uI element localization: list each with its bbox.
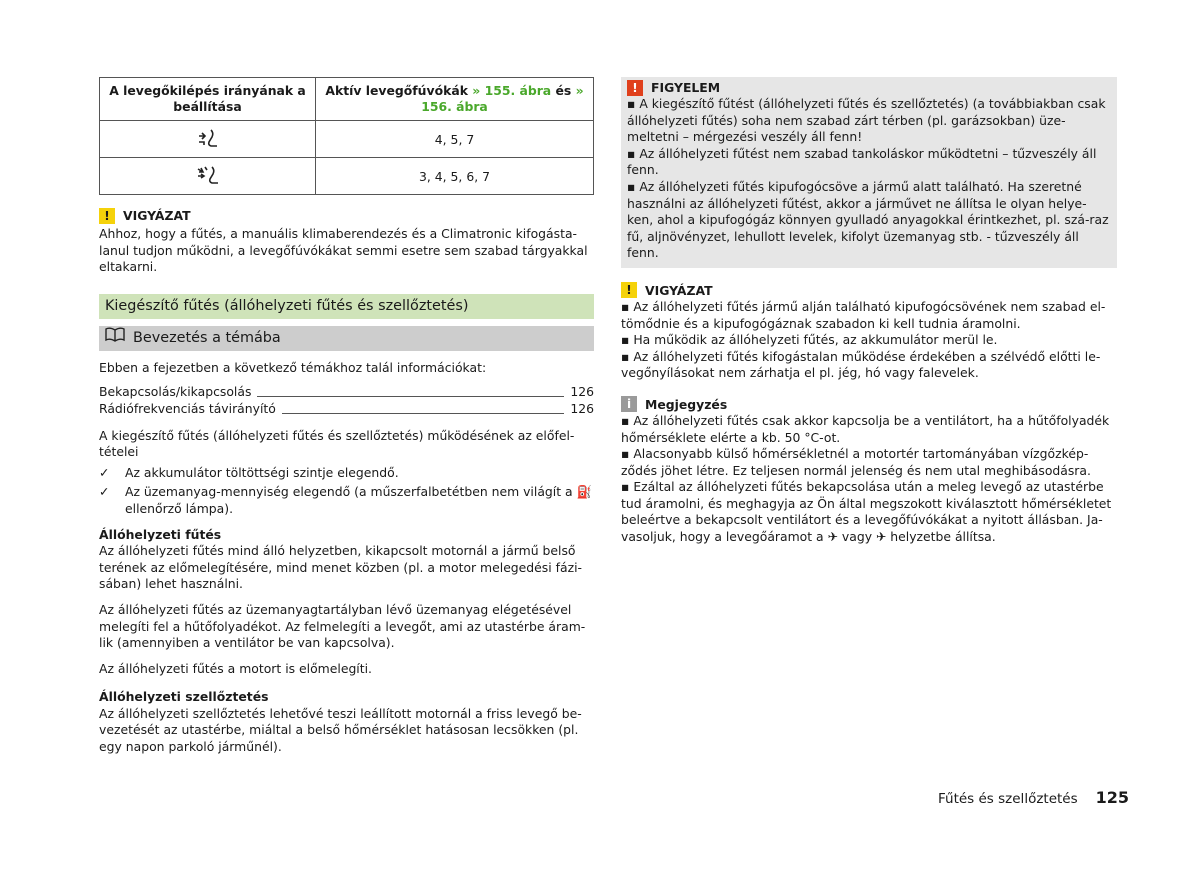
toc-item[interactable] [99, 384, 594, 401]
caution-item: ▪ Az állóhelyzeti fűtés jármű alján található kipufogócsövének nem szabad el-tömődnie és a kipufogógáznak szabadon ki kell tudnia áramolni. [621, 298, 1106, 331]
book-icon [105, 326, 125, 351]
heating-paragraph: Az állóhelyzeti fűtés a motort is előmelegíti. [99, 660, 372, 676]
caution-header [621, 282, 1117, 299]
toc-leader [257, 396, 564, 397]
danger-item: ▪ Az állóhelyzeti fűtést nem szabad tankoláskor működtetni – tűzveszély áll fenn. [627, 145, 1097, 178]
caution-box [99, 207, 594, 276]
caution-item: ▪ Az állóhelyzeti fűtés kifogástalan működése érdekében a szélvédő előtti le-vegőnyílásokat nem zárhatja el pl. jég, hó vagy falevelek. [621, 348, 1101, 381]
caution-item: ▪ Ha működik az állóhelyzeti fűtés, az akkumulátor merül le. [621, 332, 998, 348]
section-title: Kiegészítő fűtés (állóhelyzeti fűtés és szellőztetés) [99, 294, 594, 319]
note-item: ▪ Az állóhelyzeti fűtés csak akkor kapcsolja be a ventilátort, ha a hűtőfolyadék hőmérséklete elérte a kb. 50 °C-ot. [621, 412, 1110, 445]
intro-title: Bevezetés a témába [133, 329, 281, 346]
warning-icon: ! [621, 282, 637, 298]
ventilation-title: Állóhelyzeti szellőztetés [99, 689, 269, 705]
table-header-vents-text: Aktív levegőfúvókák [325, 83, 473, 98]
intro-title-bar [99, 326, 594, 351]
table-cell-icon [100, 158, 316, 195]
table-header-row [100, 78, 594, 121]
right-column [621, 77, 1117, 546]
table-header-direction: A levegőkilépés irányának a beállítása [100, 78, 316, 121]
caution-header [99, 207, 594, 224]
caution-title: VIGYÁZAT [645, 282, 713, 298]
table-cell-icon [100, 121, 316, 158]
condition-text: Az üzemanyag-mennyiség elegendő (a műszerfalbetétben nem világít a ⛽ ellenőrző lámpa). [125, 484, 592, 516]
toc-list [99, 384, 594, 417]
danger-box [621, 77, 1117, 268]
note-box [621, 396, 1117, 546]
danger-icon: ! [627, 80, 643, 96]
page-footer [938, 788, 1129, 807]
note-item: ▪ Alacsonyabb külső hőmérsékletnél a motortér tartományában vízgőzkép-ződés jöhet létre. Ez teljesen normál jelenség és nem utal meghibásodásra. [621, 446, 1091, 478]
air-outlet-table [99, 77, 594, 195]
toc-page: 126 [570, 400, 594, 416]
table-row [100, 121, 594, 158]
airflow-down-feet-icon [195, 128, 221, 151]
condition-intro: A kiegészítő fűtés (állóhelyzeti fűtés és szellőztetés) működésének az előfel-tételei [99, 427, 575, 460]
figure-link-156[interactable]: » 156. ábra [421, 83, 584, 114]
danger-item: ▪ A kiegészítő fűtést (állóhelyzeti fűtés és szellőztetés) (a továbbiakban csak állóhelyzeti fűtés) soha nem szabad zárt térben (pl. garázsokban) üze-meltetni – mérgezési veszély áll fenn! [627, 96, 1106, 145]
info-icon: i [621, 396, 637, 412]
caution-text: Ahhoz, hogy a fűtés, a manuális klimaberendezés és a Climatronic kifogásta-lanul tudjon működni, a levegőfúvókákat semmi esetre sem szabad tárgyakkal eltakarni. [99, 226, 588, 275]
note-header [621, 396, 1117, 413]
check-icon: ✓ [99, 464, 110, 480]
note-item: ▪ Ezáltal az állóhelyzeti fűtés bekapcsolása után a meleg levegő az utastérbe tud áramolni, és meghagyja az Ön által megszokott kiválasztott hőmérsékletet beleértve a bekapcsolt ventilátort és a levegőfúvókákat a nyitott állásban. Ja-vasoljuk, hogy a levegőáramot a ✈ vagy ✈ helyzetbe állítsa. [621, 479, 1112, 545]
danger-title: FIGYELEM [651, 80, 721, 95]
toc-item[interactable] [99, 401, 594, 418]
check-icon: ✓ [99, 484, 110, 500]
condition-item [99, 484, 594, 517]
table-row [100, 158, 594, 195]
page-number: 125 [1095, 788, 1130, 807]
figure-link-155[interactable]: » 155. ábra [472, 83, 552, 98]
danger-item: ▪ Az állóhelyzeti fűtés kipufogócsöve a jármű alatt található. Ha szeretné használni az állóhelyzeti fűtést, akkor a járművet ne állítsa le olyan helye-ken, ahol a kipufogógáz könnyen gyulladó anyagokkal érintkezhet, pl. szá-raz fű, aljnövényzet, lehullott levelek, kifolyt üzemanyag stb. - tűzveszély áll fenn. [627, 178, 1109, 261]
heating-title: Állóhelyzeti fűtés [99, 526, 222, 542]
table-header-vents [316, 78, 594, 121]
danger-header [627, 79, 1111, 96]
heating-paragraph: Az állóhelyzeti fűtés mind álló helyzetben, kikapcsolt motornál a jármű belső terének az előmelegítésére, mind menet közben (pl. a motor melegedési fázi-sában) lehet használni. [99, 543, 582, 592]
toc-leader [282, 413, 565, 414]
condition-text: Az akkumulátor töltöttségi szintje elegendő. [125, 464, 399, 480]
note-title: Megjegyzés [645, 396, 728, 412]
intro-text: Ebben a fejezetben a következő témákhoz talál információkat: [99, 359, 487, 375]
table-header-and: és [551, 83, 576, 98]
warning-icon: ! [99, 208, 115, 224]
table-cell-vents: 4, 5, 7 [316, 121, 594, 158]
toc-label: Rádiófrekvenciás távirányító [99, 400, 276, 416]
toc-label: Bekapcsolás/kikapcsolás [99, 384, 252, 400]
airflow-windshield-feet-icon [195, 165, 221, 188]
toc-page: 126 [570, 384, 594, 400]
heating-paragraph: Az állóhelyzeti fűtés az üzemanyagtartályban lévő üzemanyag elégetésével melegíti fel a hűtőfolyadékot. Az felmelegíti a levegőt, ami az utastérbe áram-lik (amennyiben a ventilátor be van kapcsolva). [99, 601, 586, 651]
caution-box-right [621, 282, 1117, 382]
caution-title: VIGYÁZAT [123, 208, 191, 223]
footer-chapter: Fűtés és szellőztetés [938, 791, 1078, 807]
condition-item [99, 465, 594, 482]
table-cell-vents: 3, 4, 5, 6, 7 [316, 158, 594, 195]
left-column [99, 77, 594, 756]
ventilation-paragraph: Az állóhelyzeti szellőztetés lehetővé teszi leállított motornál a friss levegő be-vezetését az utastérbe, miáltal a belső hőmérséklet hatásosan lecsökken (pl. egy napon parkoló járműnél). [99, 705, 582, 755]
